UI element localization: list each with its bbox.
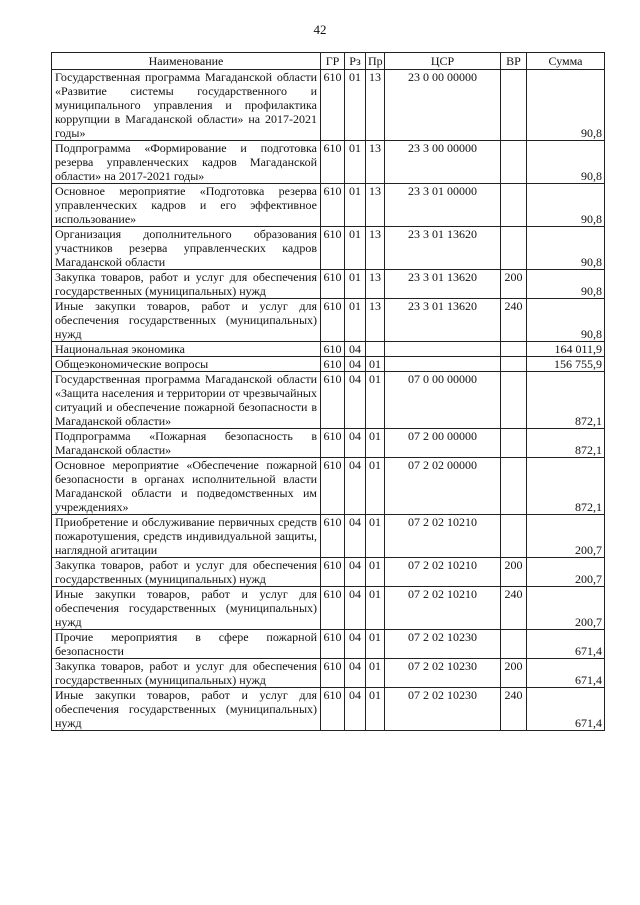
cell-csr: 23 0 00 00000 [385, 70, 501, 141]
cell-pr: 01 [366, 372, 385, 429]
cell-rz: 04 [345, 688, 366, 731]
header-gr: ГР [321, 53, 345, 70]
table-row [52, 630, 605, 659]
cell-pr: 13 [366, 70, 385, 141]
cell-pr: 01 [366, 357, 385, 372]
cell-vr: 200 [501, 558, 527, 587]
cell-pr: 01 [366, 688, 385, 731]
cell-csr: 07 2 00 00000 [385, 429, 501, 458]
cell-rz: 01 [345, 70, 366, 141]
cell-vr [501, 630, 527, 659]
cell-csr: 07 2 02 10230 [385, 630, 501, 659]
cell-vr [501, 372, 527, 429]
cell-sum: 200,7 [527, 558, 605, 587]
cell-rz: 04 [345, 587, 366, 630]
table-row [52, 184, 605, 227]
cell-vr [501, 184, 527, 227]
cell-rz: 01 [345, 227, 366, 270]
cell-pr: 13 [366, 270, 385, 299]
cell-rz: 04 [345, 342, 366, 357]
table-row [52, 141, 605, 184]
cell-rz: 04 [345, 458, 366, 515]
cell-sum: 90,8 [527, 299, 605, 342]
cell-gr: 610 [321, 688, 345, 731]
cell-name: Государственная программа Магаданской области «Защита населения и территории от чрезвычайных ситуаций и обеспечение пожарной безопасности в Магаданской области» [52, 372, 321, 429]
cell-vr: 240 [501, 688, 527, 731]
cell-vr [501, 141, 527, 184]
cell-sum: 872,1 [527, 429, 605, 458]
cell-csr: 23 3 01 13620 [385, 227, 501, 270]
cell-rz: 01 [345, 270, 366, 299]
cell-rz: 04 [345, 357, 366, 372]
cell-pr: 13 [366, 141, 385, 184]
cell-rz: 04 [345, 429, 366, 458]
cell-name: Основное мероприятие «Подготовка резерва управленческих кадров и его эффективное использование» [52, 184, 321, 227]
cell-csr: 07 2 02 10210 [385, 515, 501, 558]
cell-sum: 90,8 [527, 70, 605, 141]
cell-gr: 610 [321, 659, 345, 688]
cell-pr: 01 [366, 587, 385, 630]
cell-pr: 01 [366, 558, 385, 587]
cell-gr: 610 [321, 357, 345, 372]
cell-gr: 610 [321, 429, 345, 458]
table-row [52, 342, 605, 357]
cell-pr: 13 [366, 184, 385, 227]
cell-sum: 671,4 [527, 659, 605, 688]
cell-gr: 610 [321, 515, 345, 558]
header-rz: Рз [345, 53, 366, 70]
cell-sum: 671,4 [527, 630, 605, 659]
cell-rz: 04 [345, 659, 366, 688]
budget-table [51, 52, 605, 731]
cell-sum: 872,1 [527, 458, 605, 515]
cell-pr: 01 [366, 659, 385, 688]
cell-csr: 07 2 02 10230 [385, 688, 501, 731]
cell-vr: 200 [501, 270, 527, 299]
cell-gr: 610 [321, 70, 345, 141]
table-row [52, 587, 605, 630]
cell-pr: 01 [366, 630, 385, 659]
cell-name: Основное мероприятие «Обеспечение пожарной безопасности в органах исполнительной власти Магаданской области и подведомственных им учреждениях» [52, 458, 321, 515]
cell-vr [501, 429, 527, 458]
cell-pr [366, 342, 385, 357]
cell-vr [501, 227, 527, 270]
cell-sum: 90,8 [527, 227, 605, 270]
table-body [52, 70, 605, 731]
cell-csr [385, 342, 501, 357]
cell-gr: 610 [321, 227, 345, 270]
cell-name: Иные закупки товаров, работ и услуг для обеспечения государственных (муниципальных) нужд [52, 587, 321, 630]
table-header-row [52, 53, 605, 70]
cell-name: Организация дополнительного образования участников резерва управленческих кадров Магаданской области [52, 227, 321, 270]
cell-vr [501, 342, 527, 357]
cell-pr: 13 [366, 227, 385, 270]
header-name: Наименование [52, 53, 321, 70]
cell-csr: 07 2 02 10210 [385, 587, 501, 630]
table-row [52, 357, 605, 372]
header-csr: ЦСР [385, 53, 501, 70]
cell-name: Иные закупки товаров, работ и услуг для обеспечения государственных (муниципальных) нужд [52, 688, 321, 731]
cell-csr: 07 0 00 00000 [385, 372, 501, 429]
cell-sum: 90,8 [527, 141, 605, 184]
table-row [52, 515, 605, 558]
cell-name: Прочие мероприятия в сфере пожарной безопасности [52, 630, 321, 659]
cell-gr: 610 [321, 630, 345, 659]
cell-sum: 90,8 [527, 270, 605, 299]
cell-csr: 23 3 01 13620 [385, 299, 501, 342]
cell-name: Национальная экономика [52, 342, 321, 357]
cell-vr [501, 70, 527, 141]
cell-gr: 610 [321, 299, 345, 342]
cell-rz: 01 [345, 184, 366, 227]
cell-sum: 671,4 [527, 688, 605, 731]
cell-gr: 610 [321, 141, 345, 184]
table-row [52, 688, 605, 731]
table-row [52, 270, 605, 299]
cell-pr: 01 [366, 429, 385, 458]
cell-csr [385, 357, 501, 372]
table-row [52, 70, 605, 141]
cell-csr: 07 2 02 10210 [385, 558, 501, 587]
cell-gr: 610 [321, 270, 345, 299]
table-row [52, 372, 605, 429]
cell-name: Государственная программа Магаданской области «Развитие системы государственного и муниципального управления и профилактика коррупции в Магаданской области» на 2017-2021 годы» [52, 70, 321, 141]
table-row [52, 659, 605, 688]
header-pr: Пр [366, 53, 385, 70]
page-number: 42 [313, 22, 327, 37]
cell-sum: 200,7 [527, 515, 605, 558]
table-row [52, 227, 605, 270]
cell-name: Подпрограмма «Формирование и подготовка резерва управленческих кадров Магаданской области» на 2017-2021 годы» [52, 141, 321, 184]
cell-name: Иные закупки товаров, работ и услуг для обеспечения государственных (муниципальных) нужд [52, 299, 321, 342]
cell-rz: 01 [345, 141, 366, 184]
cell-vr: 240 [501, 587, 527, 630]
cell-vr [501, 357, 527, 372]
cell-vr: 240 [501, 299, 527, 342]
cell-csr: 23 3 00 00000 [385, 141, 501, 184]
cell-pr: 13 [366, 299, 385, 342]
cell-csr: 07 2 02 10230 [385, 659, 501, 688]
cell-pr: 01 [366, 515, 385, 558]
cell-vr: 200 [501, 659, 527, 688]
cell-name: Общеэкономические вопросы [52, 357, 321, 372]
cell-gr: 610 [321, 184, 345, 227]
cell-sum: 872,1 [527, 372, 605, 429]
cell-csr: 07 2 02 00000 [385, 458, 501, 515]
cell-sum: 200,7 [527, 587, 605, 630]
table-row [52, 429, 605, 458]
cell-sum: 164 011,9 [527, 342, 605, 357]
header-vr: ВР [501, 53, 527, 70]
cell-name: Закупка товаров, работ и услуг для обеспечения государственных (муниципальных) нужд [52, 270, 321, 299]
cell-rz: 04 [345, 372, 366, 429]
cell-rz: 04 [345, 630, 366, 659]
cell-name: Приобретение и обслуживание первичных средств пожаротушения, средств индивидуальной защиты, наглядной агитации [52, 515, 321, 558]
cell-vr [501, 458, 527, 515]
cell-gr: 610 [321, 558, 345, 587]
cell-rz: 04 [345, 558, 366, 587]
cell-name: Закупка товаров, работ и услуг для обеспечения государственных (муниципальных) нужд [52, 558, 321, 587]
cell-gr: 610 [321, 342, 345, 357]
table-row [52, 299, 605, 342]
cell-pr: 01 [366, 458, 385, 515]
cell-sum: 156 755,9 [527, 357, 605, 372]
cell-csr: 23 3 01 13620 [385, 270, 501, 299]
cell-csr: 23 3 01 00000 [385, 184, 501, 227]
cell-gr: 610 [321, 458, 345, 515]
header-sum: Сумма [527, 53, 605, 70]
cell-rz: 04 [345, 515, 366, 558]
cell-name: Подпрограмма «Пожарная безопасность в Магаданской области» [52, 429, 321, 458]
cell-name: Закупка товаров, работ и услуг для обеспечения государственных (муниципальных) нужд [52, 659, 321, 688]
cell-vr [501, 515, 527, 558]
table-row [52, 458, 605, 515]
cell-gr: 610 [321, 587, 345, 630]
table-row [52, 558, 605, 587]
cell-rz: 01 [345, 299, 366, 342]
cell-sum: 90,8 [527, 184, 605, 227]
cell-gr: 610 [321, 372, 345, 429]
